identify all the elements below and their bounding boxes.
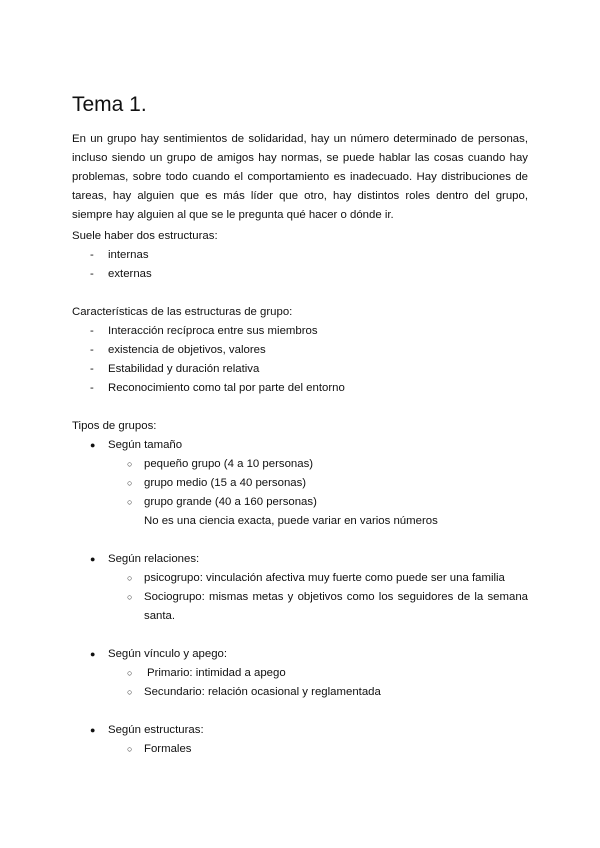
note-text: No es una ciencia exacta, puede variar en varios números [144, 515, 438, 527]
list-item-text: internas [108, 249, 149, 261]
characteristics-heading: Características de las estructuras de grupo: [72, 306, 293, 318]
circle-bullet-icon: ○ [127, 668, 133, 678]
list-item-text: psicogrupo: vinculación afectiva muy fuerte como puede ser una familia [144, 572, 505, 584]
types-heading: Tipos de grupos: [72, 420, 157, 432]
type-size-label: Según tamaño [108, 439, 183, 451]
bullet-icon: ● [90, 725, 96, 735]
list-item-text: Estabilidad y duración relativa [108, 363, 260, 375]
circle-bullet-icon: ○ [127, 744, 133, 754]
circle-bullet-icon: ○ [127, 497, 133, 507]
intro-paragraph: En un grupo hay sentimientos de solidaridad, hay un número determinado de personas, incluso siendo un grupo de amigos hay normas, se puede hablar las cosas cuando hay problemas, sobre todo cuando el comportamiento es inadecuado. Hay distribuciones de tareas, hay alguien que es más líder que otro, hay distintos roles dentro del grupo, siempre hay alguien al que se le pregunta qué hacer o dónde ir. [72, 133, 528, 221]
list-item-text: existencia de objetivos, valores [108, 344, 266, 356]
list-item-text: Secundario: relación ocasional y reglamentada [144, 686, 381, 698]
list-item-text: grupo grande (40 a 160 personas) [144, 496, 317, 508]
dash-icon: - [90, 268, 94, 280]
bullet-icon: ● [90, 554, 96, 564]
dash-icon: - [90, 325, 94, 337]
bullet-icon: ● [90, 649, 96, 659]
list-item-text: Reconocimiento como tal por parte del entorno [108, 382, 345, 394]
circle-bullet-icon: ○ [127, 459, 133, 469]
bullet-icon: ● [90, 440, 96, 450]
page-title: Tema 1. [72, 93, 147, 116]
dash-icon: - [90, 344, 94, 356]
circle-bullet-icon: ○ [127, 573, 133, 583]
structures-heading: Suele haber dos estructuras: [72, 230, 218, 242]
list-item-text: Primario: intimidad a apego [147, 667, 286, 679]
circle-bullet-icon: ○ [127, 478, 133, 488]
dash-icon: - [90, 363, 94, 375]
list-item-text: grupo medio (15 a 40 personas) [144, 477, 307, 489]
list-item-text: externas [108, 268, 152, 280]
dash-icon: - [90, 382, 94, 394]
list-item-text: Formales [144, 743, 192, 755]
type-relations-label: Según relaciones: [108, 553, 200, 565]
circle-bullet-icon: ○ [127, 592, 133, 602]
list-item-text: Interacción recíproca entre sus miembros [108, 325, 318, 337]
circle-bullet-icon: ○ [127, 687, 133, 697]
list-item-text: pequeño grupo (4 a 10 personas) [144, 458, 314, 470]
list-item-text: Sociogrupo: mismas metas y objetivos como los seguidores de la semana santa. [144, 591, 528, 622]
type-bond-label: Según vínculo y apego: [108, 648, 228, 660]
dash-icon: - [90, 249, 94, 261]
type-structure-label: Según estructuras: [108, 724, 204, 736]
